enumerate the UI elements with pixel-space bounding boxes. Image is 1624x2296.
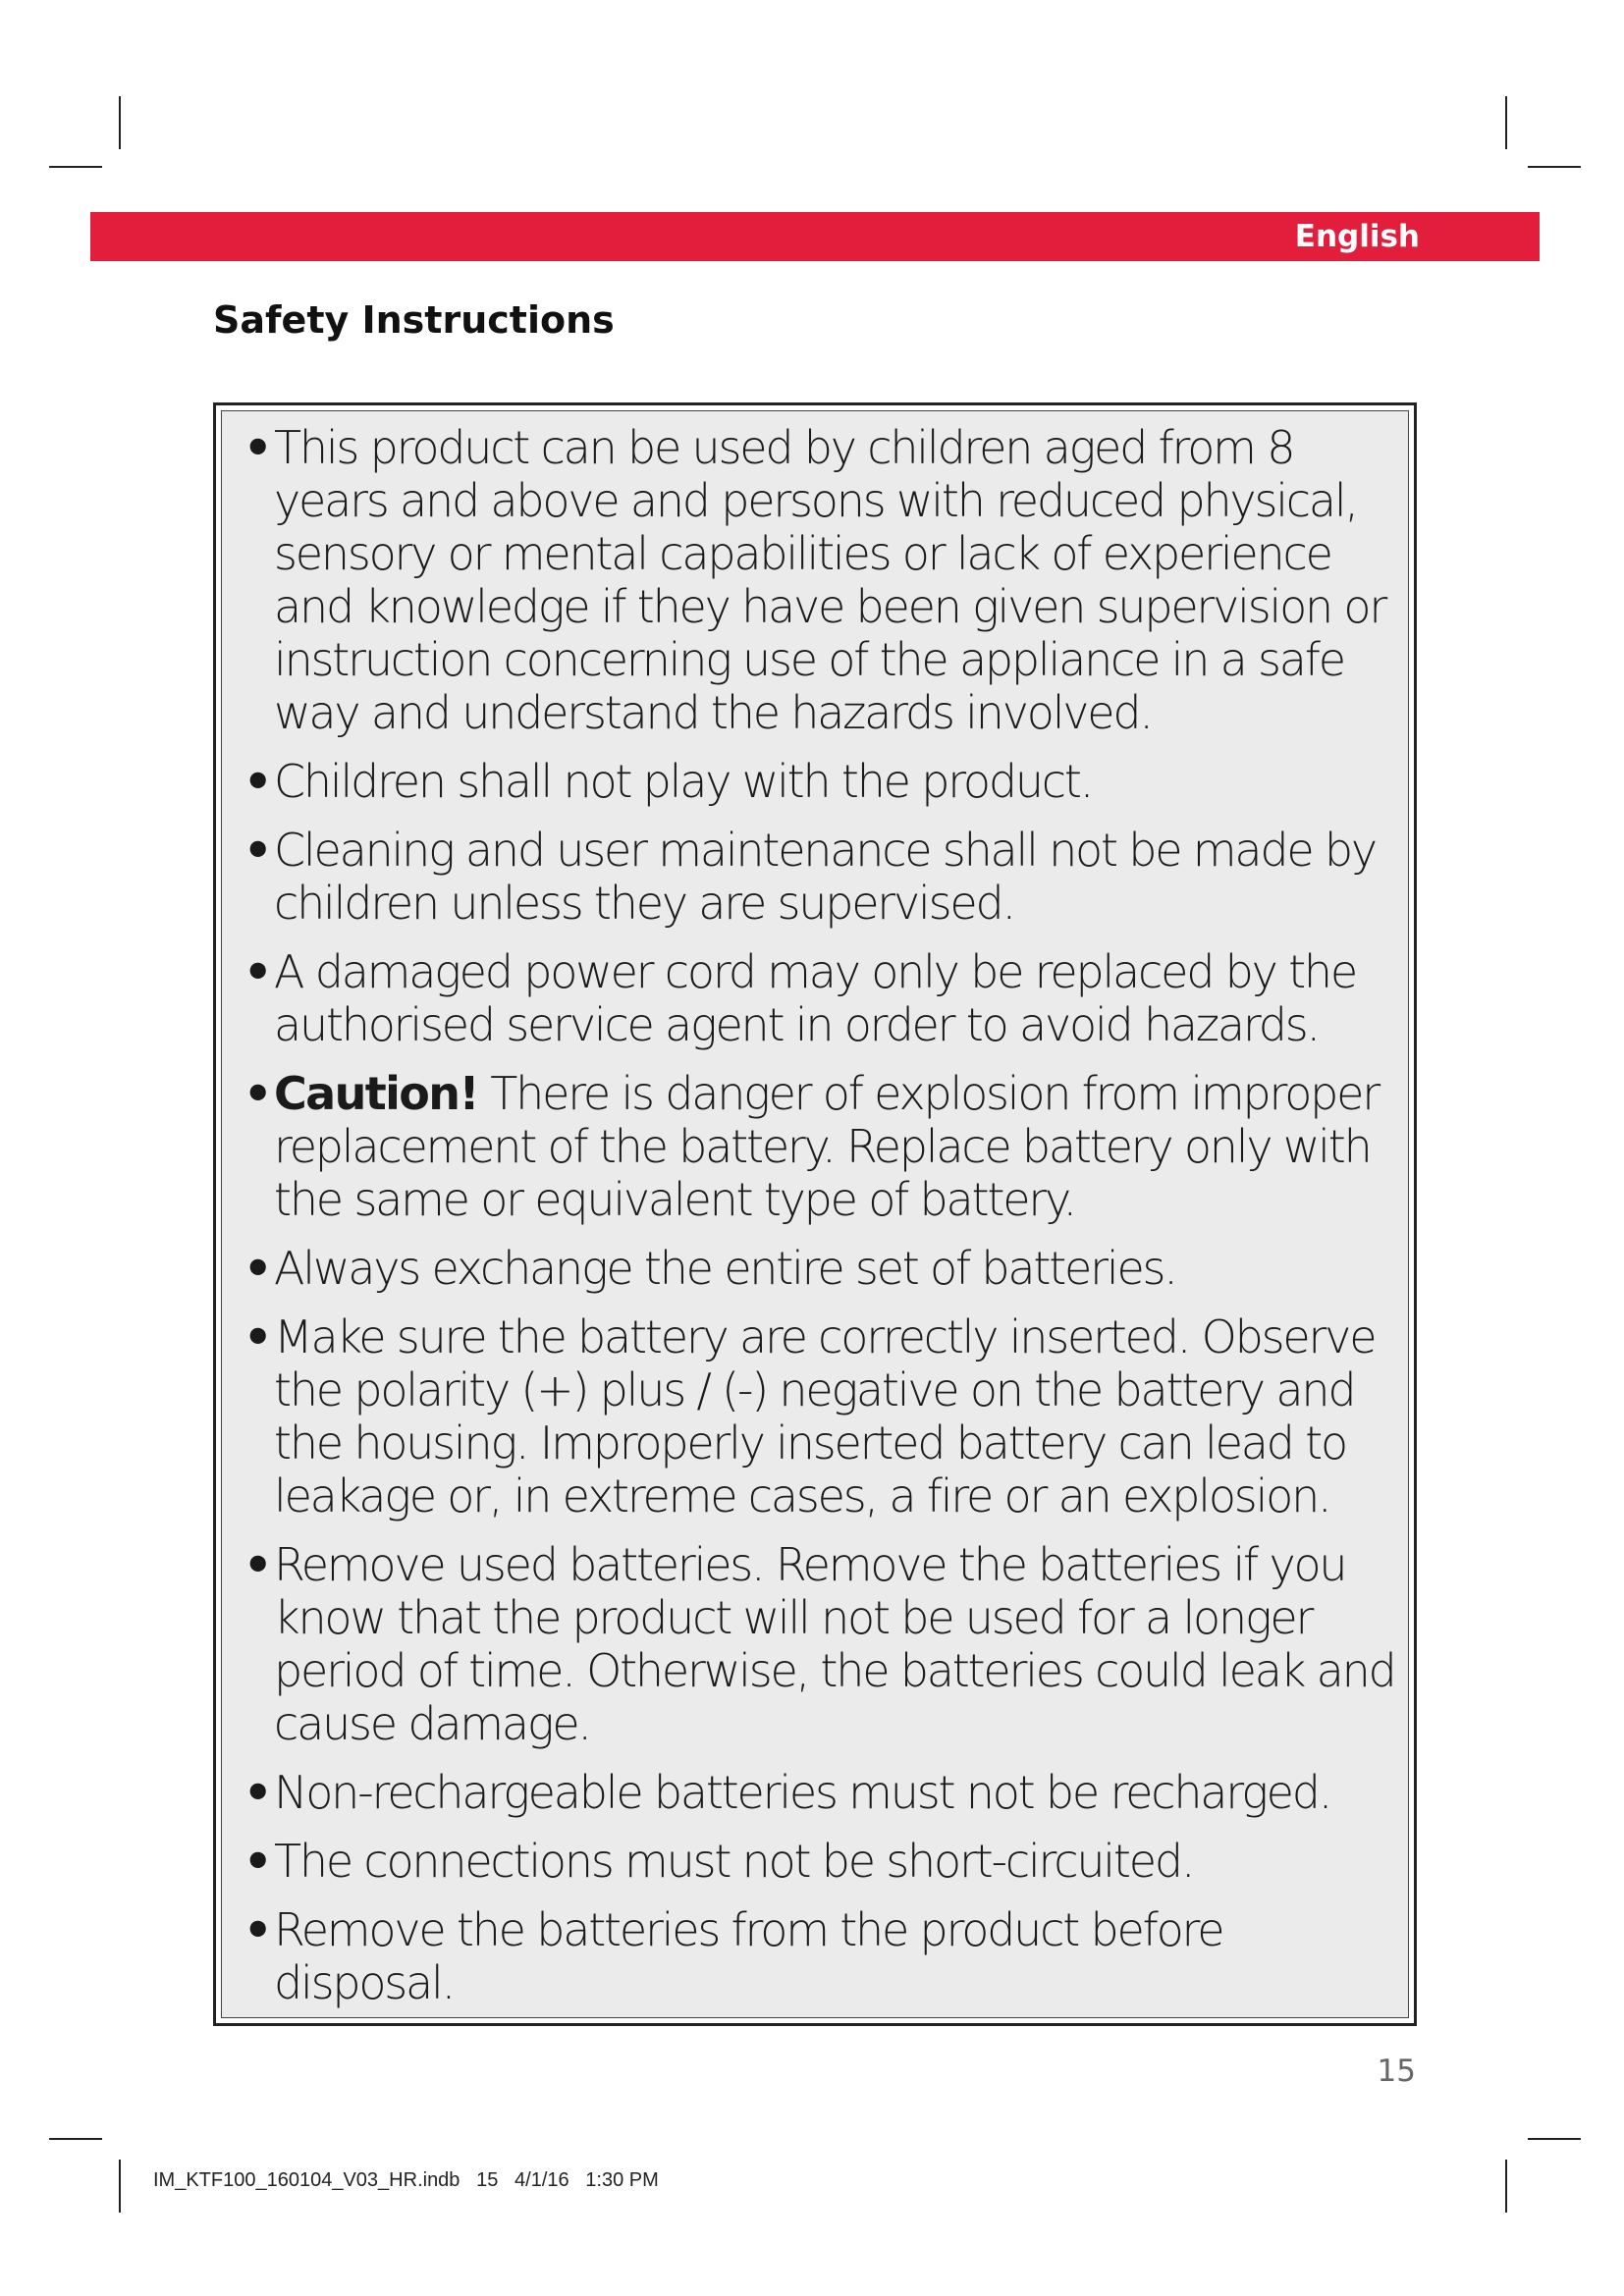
section-title: Safety Instructions xyxy=(213,298,615,342)
safety-item-text: Non-rechargeable batteries must not be recharged. xyxy=(274,1766,1331,1819)
crop-mark-top-right-horizontal xyxy=(1528,166,1581,168)
safety-item-text: This product can be used by children aged from 8 years and above and persons with reduced physical, sensory or mental capabilities or lack of experience and knowledge if they have been given supervision or instruction concerning use of the appliance in a safe way and understand the hazards involved. xyxy=(274,421,1386,739)
safety-item-text: Cleaning and user maintenance shall not be made by children unless they are supervised. xyxy=(274,824,1376,930)
safety-item xyxy=(244,1310,1404,1522)
language-label: English xyxy=(1294,219,1420,254)
crop-mark-top-left-horizontal xyxy=(49,166,102,168)
safety-item xyxy=(244,1835,1404,1888)
safety-item-text: Children shall not play with the product. xyxy=(274,755,1093,808)
bullet-icon: • xyxy=(244,1766,271,1819)
crop-mark-bottom-left-horizontal xyxy=(49,2138,102,2140)
safety-item xyxy=(244,1067,1404,1226)
safety-item xyxy=(244,421,1404,739)
bullet-icon: • xyxy=(244,1538,271,1591)
crop-mark-top-left-vertical xyxy=(119,96,121,149)
bullet-icon: • xyxy=(244,1067,271,1120)
page-number: 15 xyxy=(1377,2054,1416,2089)
safety-list xyxy=(244,421,1404,2025)
safety-item xyxy=(244,1242,1404,1295)
safety-item xyxy=(244,824,1404,930)
safety-item xyxy=(244,1766,1404,1819)
safety-box-inner xyxy=(221,410,1409,2018)
bullet-icon: • xyxy=(244,421,271,474)
bullet-icon: • xyxy=(244,1903,271,1956)
safety-item xyxy=(244,755,1404,808)
caution-label: Caution! xyxy=(274,1067,478,1120)
bullet-icon: • xyxy=(244,755,271,808)
safety-item xyxy=(244,945,1404,1051)
crop-mark-bottom-right-horizontal xyxy=(1528,2138,1581,2140)
safety-item-text: There is danger of explosion from improper replacement of the battery. Replace battery only with the same or equivalent type of battery. xyxy=(274,1067,1379,1226)
bullet-icon: • xyxy=(244,1242,271,1295)
safety-item-text: Always exchange the entire set of batteries. xyxy=(274,1242,1176,1295)
bullet-icon: • xyxy=(244,824,271,877)
print-slug: IM_KTF100_160104_V03_HR.indb 15 4/1/16 1:30 PM xyxy=(153,2169,659,2191)
safety-item-text: Remove used batteries. Remove the batteries if you know that the product will not be used for a longer period of time. Otherwise, the batteries could leak and cause damage. xyxy=(274,1538,1395,1750)
safety-item xyxy=(244,1903,1404,2009)
safety-item-text: The connections must not be short-circuited. xyxy=(274,1835,1194,1888)
safety-box xyxy=(213,402,1417,2026)
safety-item-text: A damaged power cord may only be replaced by the authorised service agent in order to avoid hazards. xyxy=(274,945,1356,1051)
bullet-icon: • xyxy=(244,1310,271,1363)
safety-item-text: Make sure the battery are correctly inserted. Observe the polarity (+) plus / (-) negative on the battery and the housing. Improperly inserted battery can lead to leakage or, in extreme cases, a fire or an explosion. xyxy=(274,1310,1376,1522)
bullet-icon: • xyxy=(244,945,271,998)
safety-item-text: Remove the batteries from the product before disposal. xyxy=(274,1903,1223,2009)
language-bar xyxy=(90,212,1540,261)
crop-mark-bottom-right-vertical xyxy=(1505,2160,1507,2213)
safety-item xyxy=(244,1538,1404,1750)
crop-mark-top-right-vertical xyxy=(1505,96,1507,149)
crop-mark-bottom-left-vertical xyxy=(119,2160,121,2213)
bullet-icon: • xyxy=(244,1835,271,1888)
